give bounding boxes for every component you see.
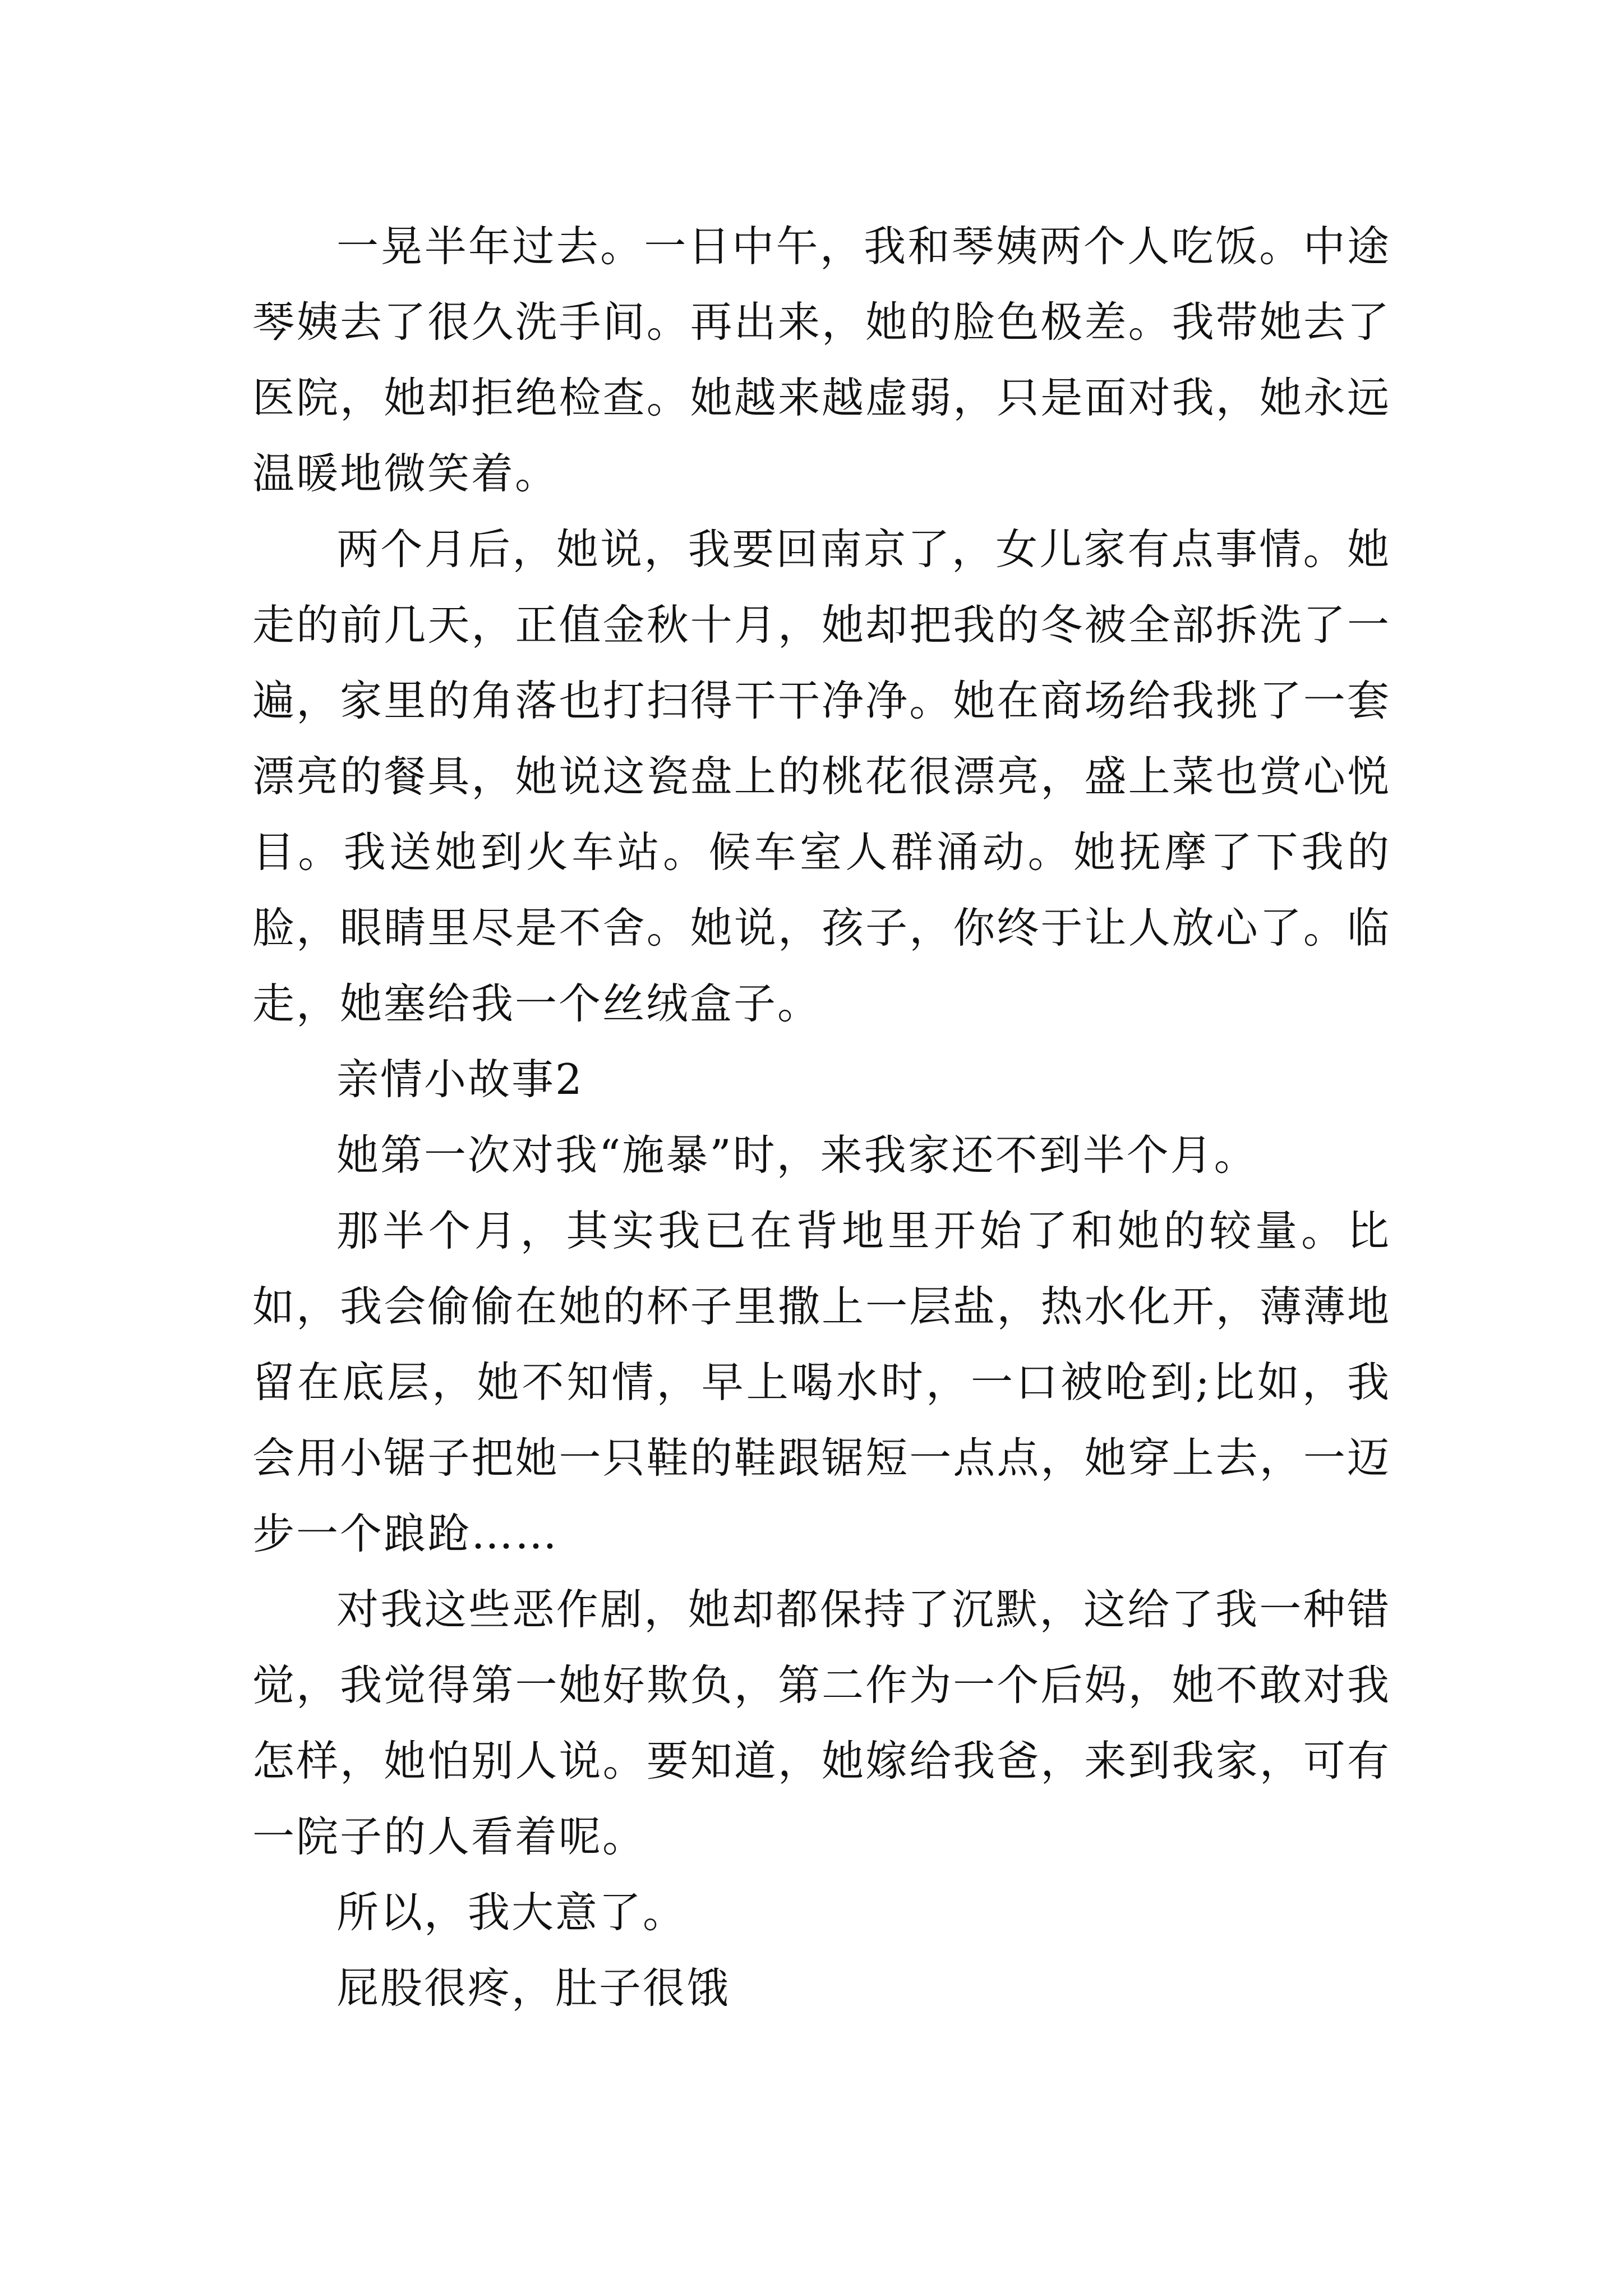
paragraph: 两个月后，她说，我要回南京了，女儿家有点事情。她走的前几天，正值金秋十月，她却把我的冬被全部拆洗了一遍，家里的角落也打扫得干干净净。她在商场给我挑了一套漂亮的餐具，她说这瓷盘上的桃花很漂亮，盛上菜也赏心悦目。我送她到火车站。候车室人群涌动。她抚摩了下我的脸，眼睛里尽是不舍。她说，孩子，你终于让人放心了。临走，她塞给我一个丝绒盒子。 bbox=[252, 524, 1391, 1028]
paragraph: 一晃半年过去。一日中午，我和琴姨两个人吃饭。中途琴姨去了很久洗手间。再出来，她的脸色极差。我带她去了医院，她却拒绝检查。她越来越虚弱，只是面对我，她永远温暖地微笑着。 bbox=[252, 222, 1391, 498]
paragraph: 对我这些恶作剧，她却都保持了沉默，这给了我一种错觉，我觉得第一她好欺负，第二作为一个后妈，她不敢对我怎样，她怕别人说。要知道，她嫁给我爸，来到我家，可有一院子的人看着呢。 bbox=[252, 1585, 1391, 1861]
paragraph: 屁股很疼，肚子很饿 bbox=[336, 1963, 731, 2013]
paragraph: 她第一次对我“施暴”时，来我家还不到半个月。 bbox=[336, 1130, 1258, 1180]
paragraph: 所以，我大意了。 bbox=[336, 1888, 687, 1937]
paragraph: 那半个月，其实我已在背地里开始了和她的较量。比如，我会偷偷在她的杯子里撒上一层盐，热水化开，薄薄地留在底层，她不知情，早上喝水时，一口被呛到;比如，我会用小锯子把她一只鞋的鞋跟锯短一点点，她穿上去，一迈步一个踉跄…… bbox=[252, 1206, 1391, 1558]
section-heading: 亲情小故事2 bbox=[336, 1055, 584, 1104]
document-body bbox=[252, 209, 1391, 2026]
